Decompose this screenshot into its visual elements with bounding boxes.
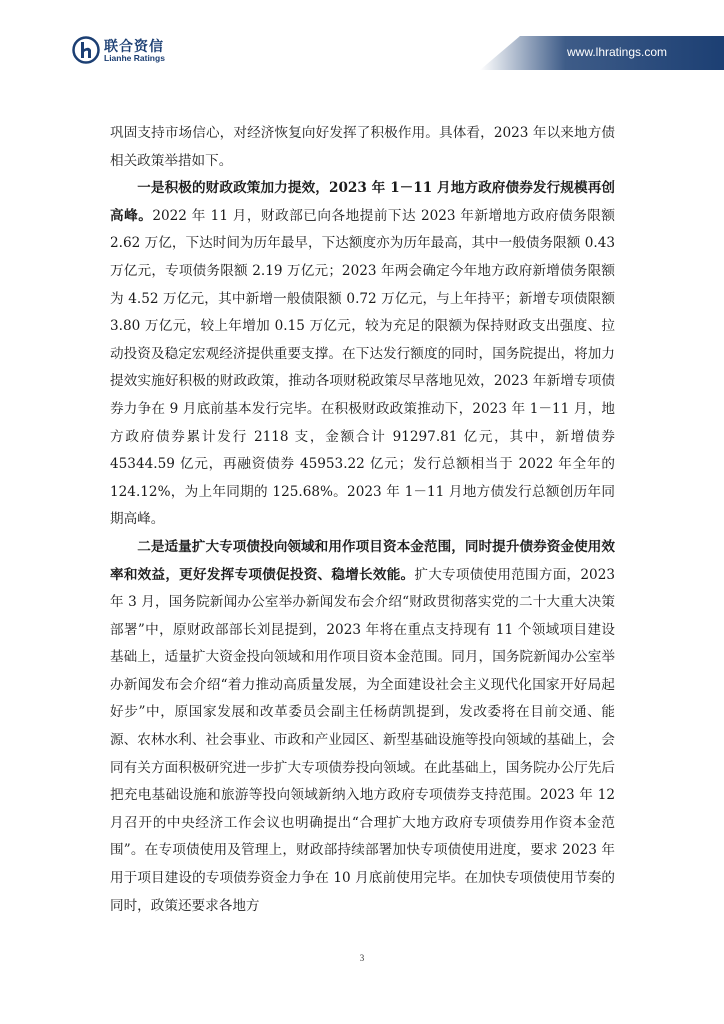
- paragraph-2-bold: 一是积极的财政政策加力提效，2023 年 1－11 月地方政府债券发行规模再创高峰。: [110, 180, 615, 224]
- paragraph-1: [110, 120, 615, 175]
- paragraph-3: [110, 534, 615, 920]
- lianhe-logo-icon: [72, 36, 100, 64]
- paragraph-2-text: 2022 年 11 月，财政部已向各地提前下达 2023 年新增地方政府债务限额 2.62 万亿，下达时间为历年最早，下达额度亦为历年最高，其中一般债务限额 0.43 万亿元，专项债务限额 2.19 万亿元；2023 年两会确定今年地方政府新增债务限额为 4.52 万亿元，其中新增一般债限额 0.72 万亿元，与上年持平；新增专项债限额 3.80 万亿元，较上年增加 0.15 万亿元，较为充足的限额为保持财政支出强度、拉动投资及稳定宏观经济提供重要支撑。在下达发行额度的同时，国务院提出，将加力提效实施好积极的财政政策，推动各项财税政策尽早落地见效，2023 年新增专项债券力争在 9 月底前基本发行完毕。在积极财政政策推动下，2023 年 1－11 月，地方政府债券累计发行 2118 支，金额合计 91297.81 亿元，其中，新增债券 45344.59 亿元，再融资债券 45953.22 亿元；发行总额相当于 2022 年全年的 124.12%，为上年同期的 125.68%。2023 年 1－11 月地方债发行总额创历年同期高峰。: [110, 207, 616, 528]
- paragraph-2: [110, 175, 615, 534]
- paragraph-1-text: 巩固支持市场信心，对经济恢复向好发挥了积极作用。具体看，2023 年以来地方债相关政策举措如下。: [110, 125, 615, 169]
- page-number: 3: [359, 953, 365, 963]
- paragraph-3-text: 扩大专项债使用范围方面，2023 年 3 月，国务院新闻办公室举办新闻发布会介绍“财政贯彻落实党的二十大重大决策部署”中，原财政部部长刘昆提到，2023 年将在重点支持现有 11 个领域项目建设基础上，适量扩大资金投向领域和用作项目资本金范围。同月，国务院新闻办公室举办新闻发布会介绍“着力推动高质量发展，为全面建设社会主义现代化国家开好局起好步”中，原国家发展和改革委员会副主任杨荫凯提到，发改委将在目前交通、能源、农林水利、社会事业、市政和产业园区、新型基础设施等投向领域的基础上，会同有关方面积极研究进一步扩大专项债券投向领域。在此基础上，国务院办公厅先后把充电基础设施和旅游等投向领域新纳入地方政府专项债券支持范围。2023 年 12 月召开的中央经济工作会议也明确提出“合理扩大地方政府专项债券用作资本金范围”。在专项债使用及管理上，财政部持续部署加快专项债使用进度，要求 2023 年用于项目建设的专项债券资金力争在 10 月底前使用完毕。在加快专项债使用节奏的同时，政策还要求各地方: [110, 566, 615, 914]
- paragraph-3-bold: 二是适量扩大专项债投向领域和用作项目资本金范围，同时提升债券资金使用效率和效益，更好发挥专项债促投资、稳增长效能。: [110, 538, 615, 583]
- page-header: [0, 0, 724, 80]
- logo-chinese-name: 联合资信: [104, 39, 164, 55]
- company-logo: [72, 36, 182, 66]
- website-url[interactable]: www.lhratings.com: [567, 45, 668, 59]
- logo-english-name: Lianhe Ratings: [104, 53, 165, 63]
- document-body: [110, 120, 615, 920]
